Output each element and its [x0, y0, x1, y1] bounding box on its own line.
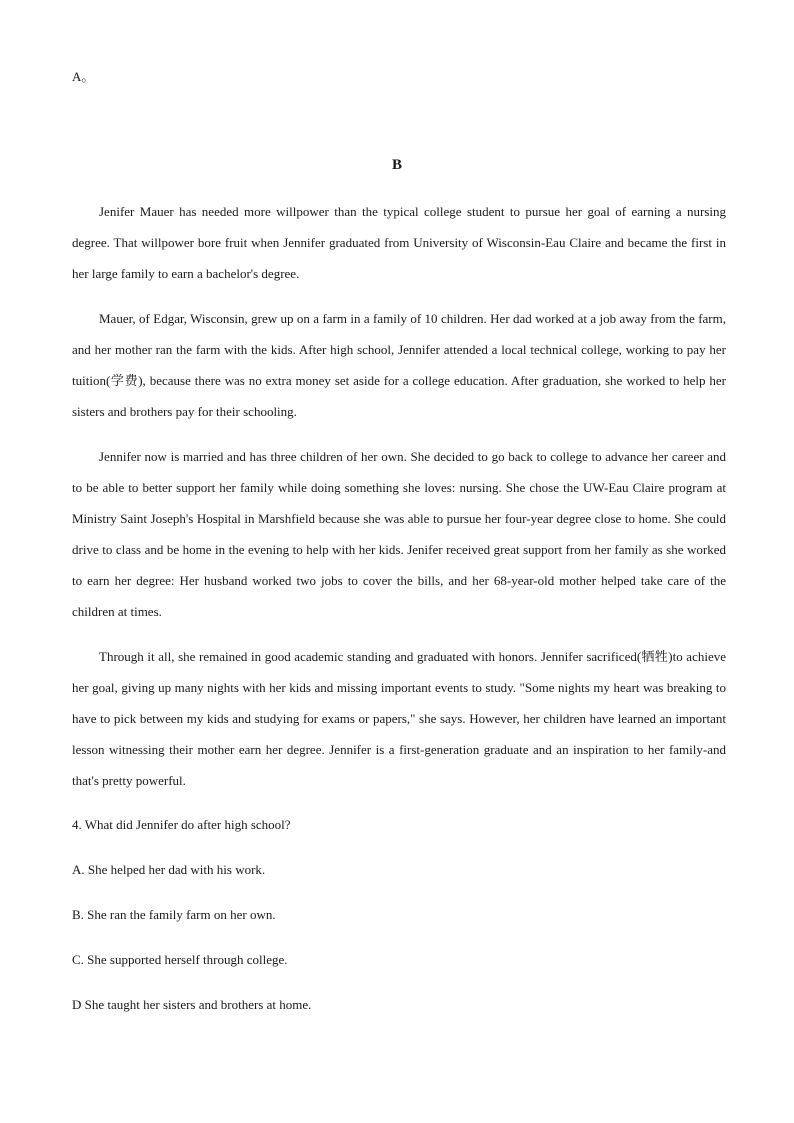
reading-passage — [72, 196, 726, 810]
passage-paragraph-1: Jenifer Mauer has needed more willpower than the typical college student to pursue her goal of earning a nursing degree. That willpower bore fruit when Jennifer graduated from University of Wisconsin-Eau Claire and became the first in her large family to earn a bachelor's degree. — [72, 204, 726, 281]
option-c: C. She supported herself through college. — [72, 952, 288, 967]
previous-answer: A。 — [72, 69, 95, 84]
question-4 — [72, 814, 726, 1039]
option-b: B. She ran the family farm on her own. — [72, 907, 276, 922]
option-d: D She taught her sisters and brothers at home. — [72, 997, 312, 1012]
passage-paragraph-4: Through it all, she remained in good academic standing and graduated with honors. Jennifer sacrificed(牺牲)to achieve her goal, giving up many nights with her kids and missing important events to study. "Some nights my heart was breaking to have to pick between my kids and studying for exams or papers," she says. However, her children have learned an important lesson witnessing their mother earn her degree. Jennifer is a first-generation graduate and an inspiration to her family-and that's pretty powerful. — [72, 649, 726, 788]
section-heading: B — [391, 157, 402, 173]
passage-paragraph-3: Jennifer now is married and has three children of her own. She decided to go back to college to advance her career and to be able to better support her family while doing something she loves: nursing. She chose the UW-Eau Claire program at Ministry Saint Joseph's Hospital in Marshfield because she was able to pursue her four-year degree close to home. She could drive to class and be home in the evening to help with her kids. Jenifer received great support from her family as she worked to earn her degree: Her husband worked two jobs to cover the bills, and her 68-year-old mother helped take care of the children at times. — [72, 449, 726, 619]
option-a: A. She helped her dad with his work. — [72, 862, 266, 877]
question-stem: 4. What did Jennifer do after high school? — [72, 817, 291, 832]
passage-paragraph-2: Mauer, of Edgar, Wisconsin, grew up on a farm in a family of 10 children. Her dad worked at a job away from the farm, and her mother ran the farm with the kids. After high school, Jennifer attended a local technical college, working to pay her tuition(学费), because there was no extra money set aside for a college education. After graduation, she worked to help her sisters and brothers pay for their schooling. — [72, 311, 726, 419]
